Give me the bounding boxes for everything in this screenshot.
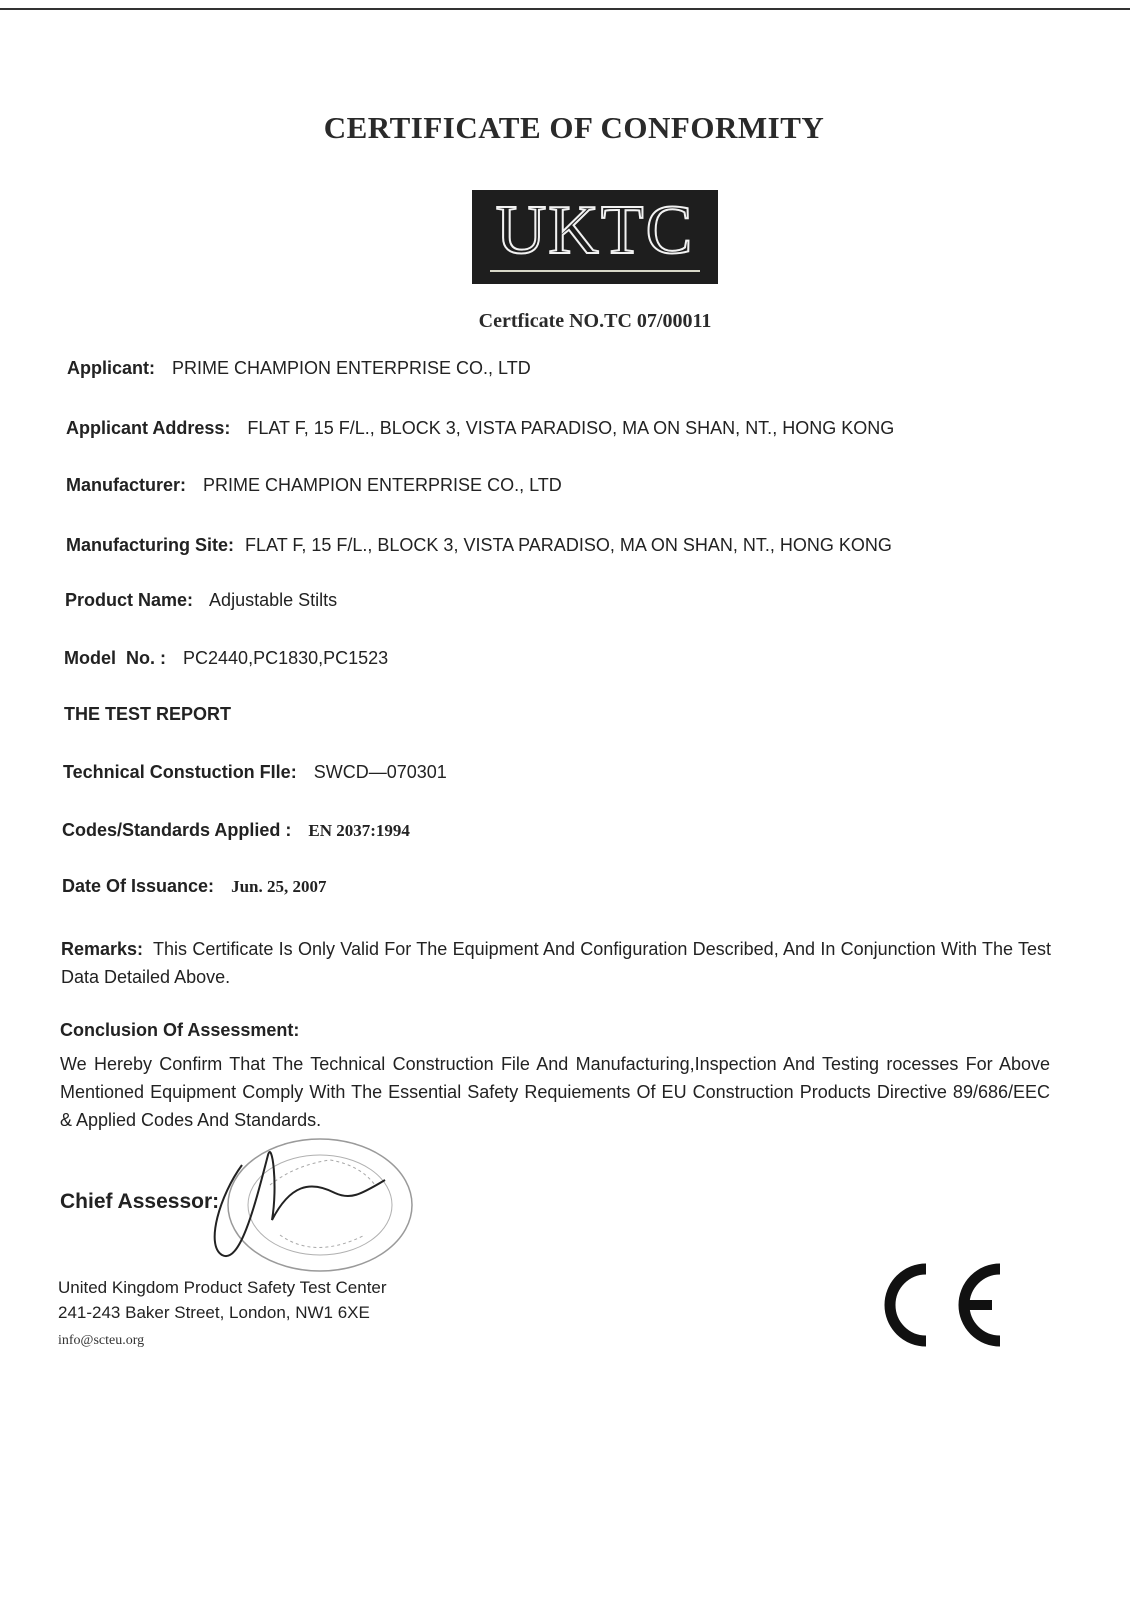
conclusion-heading: Conclusion Of Assessment: [60, 1020, 300, 1040]
manufacturer-row [66, 475, 562, 496]
applicant-address-value: FLAT F, 15 F/L., BLOCK 3, VISTA PARADISO, MA ON SHAN, NT., HONG KONG [247, 418, 895, 438]
applicant-address-label: Applicant Address: [66, 418, 231, 438]
stamp-inner-ring [248, 1155, 392, 1255]
remarks-text: This Certificate Is Only Valid For The Equipment And Configuration Described, And In Conjunction With The Test Data Detailed Above. [61, 939, 1051, 987]
uktc-logo [472, 190, 718, 284]
model-no-row [64, 648, 388, 669]
applicant-row [67, 358, 531, 379]
date-of-issuance-label: Date Of Issuance: [62, 876, 215, 896]
remarks-paragraph [61, 935, 1051, 991]
remarks-label: Remarks: [61, 939, 144, 959]
model-no-value: PC2440,PC1830,PC1523 [183, 648, 389, 668]
manufacturing-site-label: Manufacturing Site: [66, 535, 235, 555]
product-name-row [65, 590, 337, 611]
stamp-arc-text-bottom [280, 1235, 365, 1248]
assessor-stamp-and-signature [200, 1125, 430, 1295]
certificate-title: CERTIFICATE OF CONFORMITY [323, 110, 825, 145]
applicant-address-row [66, 418, 894, 439]
chief-assessor-label: Chief Assessor: [60, 1190, 220, 1213]
stamp-outer-ring [228, 1139, 412, 1271]
manufacturing-site-row [66, 535, 892, 556]
technical-file-row [63, 762, 447, 783]
certificate-number: Certficate NO.TC 07/00011 [478, 310, 712, 332]
model-no-label: Model No. : [64, 648, 166, 668]
conclusion-text: We Hereby Confirm That The Technical Construction File And Manufacturing,Inspection And Testing rocesses For Above Mentioned Equipment Comply With The Essential Safety Requiements Of EU Construction Products Directive 89/686/EEC & Applied Codes And Standards. [60, 1054, 1050, 1130]
date-of-issuance-row [62, 876, 327, 897]
codes-standards-value: EN 2037:1994 [308, 821, 410, 840]
applicant-value: PRIME CHAMPION ENTERPRISE CO., LTD [172, 358, 531, 378]
codes-standards-label: Codes/Standards Applied : [62, 820, 292, 840]
product-name-label: Product Name: [65, 590, 194, 610]
uktc-logo-text: UKTC [495, 192, 695, 269]
technical-file-label: Technical Constuction FIle: [63, 762, 297, 782]
ce-mark-icon [858, 1253, 1028, 1357]
footer-address: 241-243 Baker Street, London, NW1 6XE [58, 1303, 370, 1322]
stamp-arc-text [270, 1160, 375, 1185]
top-border-line [0, 8, 1130, 10]
date-of-issuance-value: Jun. 25, 2007 [231, 877, 327, 896]
test-report-heading: THE TEST REPORT [64, 704, 232, 724]
logo-underline [490, 270, 700, 272]
applicant-label: Applicant: [67, 358, 155, 378]
manufacturer-value: PRIME CHAMPION ENTERPRISE CO., LTD [203, 475, 562, 495]
technical-file-value: SWCD—070301 [313, 762, 447, 782]
manufacturing-site-value: FLAT F, 15 F/L., BLOCK 3, VISTA PARADISO, MA ON SHAN, NT., HONG KONG [245, 535, 892, 555]
codes-standards-row [62, 820, 410, 841]
footer-organization: United Kingdom Product Safety Test Center [58, 1278, 387, 1297]
manufacturer-label: Manufacturer: [66, 475, 187, 495]
signature [215, 1152, 385, 1256]
product-name-value: Adjustable Stilts [209, 590, 338, 610]
footer-email: info@scteu.org [58, 1333, 145, 1348]
